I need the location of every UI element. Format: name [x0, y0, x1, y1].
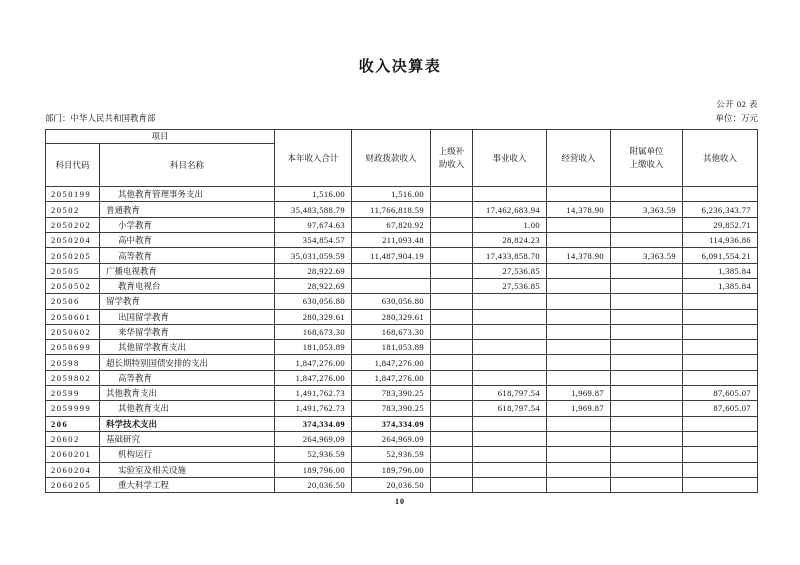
- table-row: [46, 386, 758, 401]
- value-cell: [611, 294, 683, 309]
- subject-name-cell: 机构运行: [100, 447, 275, 462]
- value-cell: [431, 233, 473, 248]
- value-cell: 1.00: [473, 217, 547, 232]
- subject-code-cell: 2050202: [46, 217, 100, 232]
- subject-name-cell: 教育电视台: [100, 278, 275, 293]
- subject-code-cell: 20598: [46, 355, 100, 370]
- header-col-total-income: 本年收入合计: [275, 130, 352, 187]
- value-cell: 28,922.69: [275, 278, 352, 293]
- subject-code-cell: 20502: [46, 202, 100, 217]
- value-cell: 1,385.84: [683, 263, 758, 278]
- table-row: [46, 416, 758, 431]
- value-cell: [611, 477, 683, 492]
- subject-name-cell: 高中教育: [100, 233, 275, 248]
- value-cell: [683, 370, 758, 385]
- header-col-superior-subsidy: [431, 130, 473, 187]
- value-cell: 14,378.90: [547, 248, 611, 263]
- value-cell: [431, 401, 473, 416]
- value-cell: [547, 187, 611, 202]
- value-cell: [611, 278, 683, 293]
- value-cell: 28,922.69: [275, 263, 352, 278]
- value-cell: 181,053.89: [275, 340, 352, 355]
- value-cell: [473, 462, 547, 477]
- value-cell: [547, 462, 611, 477]
- table-row: [46, 431, 758, 446]
- table-row: [46, 355, 758, 370]
- value-cell: [431, 309, 473, 324]
- value-cell: [473, 477, 547, 492]
- subject-name-cell: 重大科学工程: [100, 477, 275, 492]
- value-cell: [547, 370, 611, 385]
- value-cell: 354,854.57: [275, 233, 352, 248]
- value-cell: 1,969.87: [547, 386, 611, 401]
- subject-code-cell: 2059999: [46, 401, 100, 416]
- value-cell: 6,091,554.21: [683, 248, 758, 263]
- value-cell: 618,797.54: [473, 386, 547, 401]
- value-cell: [611, 370, 683, 385]
- subject-code-cell: 2059802: [46, 370, 100, 385]
- value-cell: [611, 309, 683, 324]
- subject-code-cell: 2050699: [46, 340, 100, 355]
- value-cell: [683, 294, 758, 309]
- value-cell: 114,936.86: [683, 233, 758, 248]
- header-line: 上级补: [438, 145, 465, 156]
- subject-code-cell: 2050601: [46, 309, 100, 324]
- value-cell: 783,390.25: [352, 386, 431, 401]
- value-cell: 1,847,276.00: [352, 355, 431, 370]
- value-cell: 1,385.84: [683, 278, 758, 293]
- value-cell: [473, 431, 547, 446]
- value-cell: [611, 217, 683, 232]
- table-row: [46, 217, 758, 232]
- value-cell: 1,491,762.73: [275, 401, 352, 416]
- table-code-label: 公开 02 表: [716, 99, 758, 109]
- subject-code-cell: 20505: [46, 263, 100, 278]
- value-cell: [611, 355, 683, 370]
- value-cell: [352, 278, 431, 293]
- value-cell: 280,329.61: [352, 309, 431, 324]
- value-cell: [611, 263, 683, 278]
- value-cell: [473, 187, 547, 202]
- header-subject-name: 科目名称: [100, 144, 275, 187]
- value-cell: 87,605.07: [683, 401, 758, 416]
- value-cell: 1,847,276.00: [275, 370, 352, 385]
- table-row: [46, 248, 758, 263]
- value-cell: [547, 416, 611, 431]
- value-cell: 35,483,588.79: [275, 202, 352, 217]
- value-cell: 264,969.09: [275, 431, 352, 446]
- header-row-1: [46, 130, 758, 144]
- value-cell: [431, 416, 473, 431]
- header-col-fiscal-appropriation: 财政拨款收入: [352, 130, 431, 187]
- value-cell: [547, 355, 611, 370]
- subject-name-cell: 实验室及相关设施: [100, 462, 275, 477]
- value-cell: 280,329.61: [275, 309, 352, 324]
- value-cell: [431, 355, 473, 370]
- unit-label: 单位：万元: [715, 113, 758, 123]
- subject-code-cell: 2060201: [46, 447, 100, 462]
- table-row: [46, 202, 758, 217]
- value-cell: [611, 431, 683, 446]
- table-row: [46, 233, 758, 248]
- value-cell: [547, 447, 611, 462]
- value-cell: 67,820.92: [352, 217, 431, 232]
- subject-name-cell: 来华留学教育: [100, 324, 275, 339]
- value-cell: 264,969.09: [352, 431, 431, 446]
- value-cell: 374,334.09: [275, 416, 352, 431]
- header-col-other-income: 其他收入: [683, 130, 758, 187]
- value-cell: [683, 447, 758, 462]
- subject-name-cell: 广播电视教育: [100, 263, 275, 278]
- value-cell: [431, 462, 473, 477]
- value-cell: 783,390.25: [352, 401, 431, 416]
- value-cell: 181,053.89: [352, 340, 431, 355]
- value-cell: [611, 340, 683, 355]
- table-row: [46, 370, 758, 385]
- value-cell: 3,363.59: [611, 202, 683, 217]
- value-cell: [611, 462, 683, 477]
- subject-code-cell: 2050205: [46, 248, 100, 263]
- value-cell: 168,673.30: [275, 324, 352, 339]
- value-cell: [547, 340, 611, 355]
- subject-name-cell: 小学教育: [100, 217, 275, 232]
- table-row: [46, 294, 758, 309]
- value-cell: 87,605.07: [683, 386, 758, 401]
- value-cell: [431, 477, 473, 492]
- value-cell: 630,056.80: [352, 294, 431, 309]
- table-row: [46, 462, 758, 477]
- value-cell: [431, 187, 473, 202]
- value-cell: 189,796.00: [275, 462, 352, 477]
- value-cell: 20,036.50: [352, 477, 431, 492]
- value-cell: 17,462,683.94: [473, 202, 547, 217]
- header-col-business-income: 事业收入: [473, 130, 547, 187]
- income-final-accounts-table: [45, 129, 758, 493]
- value-cell: [547, 278, 611, 293]
- table-row: [46, 340, 758, 355]
- value-cell: [611, 401, 683, 416]
- value-cell: [611, 447, 683, 462]
- subject-name-cell: 基础研究: [100, 431, 275, 446]
- value-cell: [547, 431, 611, 446]
- value-cell: [473, 309, 547, 324]
- subject-name-cell: 其他教育支出: [100, 386, 275, 401]
- page-number: 10: [395, 497, 405, 506]
- header-col-operating-income: 经营收入: [547, 130, 611, 187]
- subject-code-cell: 2050502: [46, 278, 100, 293]
- subject-code-cell: 20599: [46, 386, 100, 401]
- subject-code-cell: 206: [46, 416, 100, 431]
- subject-code-cell: 2060205: [46, 477, 100, 492]
- subject-name-cell: 其他教育支出: [100, 401, 275, 416]
- table-row: [46, 324, 758, 339]
- table-row: [46, 278, 758, 293]
- value-cell: 189,796.00: [352, 462, 431, 477]
- subject-name-cell: 高等教育: [100, 248, 275, 263]
- value-cell: 17,433,858.70: [473, 248, 547, 263]
- value-cell: 1,516.00: [275, 187, 352, 202]
- value-cell: [431, 431, 473, 446]
- value-cell: 374,334.09: [352, 416, 431, 431]
- value-cell: [547, 324, 611, 339]
- table-row: [46, 309, 758, 324]
- value-cell: [431, 386, 473, 401]
- value-cell: [473, 370, 547, 385]
- value-cell: [683, 187, 758, 202]
- meta-line: [45, 112, 758, 124]
- value-cell: 211,093.48: [352, 233, 431, 248]
- value-cell: [431, 217, 473, 232]
- value-cell: [611, 233, 683, 248]
- value-cell: [473, 324, 547, 339]
- subject-name-cell: 科学技术支出: [100, 416, 275, 431]
- value-cell: 20,036.50: [275, 477, 352, 492]
- page-title: 收入决算表: [358, 59, 442, 75]
- value-cell: [547, 233, 611, 248]
- value-cell: 1,847,276.00: [352, 370, 431, 385]
- value-cell: [431, 248, 473, 263]
- value-cell: [431, 202, 473, 217]
- value-cell: [683, 355, 758, 370]
- table-row: [46, 447, 758, 462]
- table-body: [46, 187, 758, 493]
- value-cell: 97,674.63: [275, 217, 352, 232]
- subject-name-cell: 超长期特别国债安排的支出: [100, 355, 275, 370]
- header-line: 上缴收入: [629, 159, 664, 170]
- value-cell: 1,847,276.00: [275, 355, 352, 370]
- value-cell: 28,824.23: [473, 233, 547, 248]
- value-cell: 14,378.90: [547, 202, 611, 217]
- value-cell: [683, 309, 758, 324]
- value-cell: [547, 263, 611, 278]
- value-cell: [431, 447, 473, 462]
- subject-name-cell: 其他留学教育支出: [100, 340, 275, 355]
- value-cell: 168,673.30: [352, 324, 431, 339]
- table-row: [46, 187, 758, 202]
- value-cell: [683, 340, 758, 355]
- header-subject-code: 科目代码: [46, 144, 100, 187]
- value-cell: [431, 370, 473, 385]
- value-cell: 52,936.59: [352, 447, 431, 462]
- header-col-affiliated-unit-income: [611, 130, 683, 187]
- value-cell: [547, 217, 611, 232]
- value-cell: 11,487,904.19: [352, 248, 431, 263]
- value-cell: [547, 309, 611, 324]
- value-cell: [683, 416, 758, 431]
- header-item-group: 项目: [46, 130, 275, 144]
- subject-name-cell: 高等教育: [100, 370, 275, 385]
- subject-code-cell: 2060204: [46, 462, 100, 477]
- value-cell: 52,936.59: [275, 447, 352, 462]
- value-cell: [473, 355, 547, 370]
- value-cell: [683, 324, 758, 339]
- value-cell: 1,516.00: [352, 187, 431, 202]
- header-line: 附属单位: [629, 145, 664, 156]
- value-cell: 618,797.54: [473, 401, 547, 416]
- value-cell: [431, 324, 473, 339]
- subject-code-cell: 2050199: [46, 187, 100, 202]
- value-cell: [473, 340, 547, 355]
- value-cell: [473, 416, 547, 431]
- value-cell: [431, 294, 473, 309]
- value-cell: [547, 477, 611, 492]
- value-cell: 35,031,059.59: [275, 248, 352, 263]
- value-cell: [431, 263, 473, 278]
- value-cell: [611, 416, 683, 431]
- value-cell: 6,236,343.77: [683, 202, 758, 217]
- table-row: [46, 263, 758, 278]
- value-cell: 630,056.80: [275, 294, 352, 309]
- value-cell: 1,969.87: [547, 401, 611, 416]
- department-label: 部门：中华人民共和国教育部: [45, 113, 156, 123]
- value-cell: [431, 278, 473, 293]
- value-cell: [473, 294, 547, 309]
- value-cell: 1,491,762.73: [275, 386, 352, 401]
- table-row: [46, 401, 758, 416]
- value-cell: [611, 324, 683, 339]
- value-cell: 11,766,818.59: [352, 202, 431, 217]
- value-cell: [547, 294, 611, 309]
- subject-code-cell: 20506: [46, 294, 100, 309]
- value-cell: 27,536.85: [473, 278, 547, 293]
- value-cell: [683, 462, 758, 477]
- value-cell: 3,363.59: [611, 248, 683, 263]
- value-cell: [431, 340, 473, 355]
- value-cell: [473, 447, 547, 462]
- subject-name-cell: 其他教育管理事务支出: [100, 187, 275, 202]
- subject-code-cell: 2050204: [46, 233, 100, 248]
- table-row: [46, 477, 758, 492]
- value-cell: [683, 431, 758, 446]
- subject-code-cell: 2050602: [46, 324, 100, 339]
- value-cell: [611, 386, 683, 401]
- subject-name-cell: 普通教育: [100, 202, 275, 217]
- value-cell: [611, 187, 683, 202]
- value-cell: [352, 263, 431, 278]
- header-line: 助收入: [438, 159, 465, 170]
- value-cell: [683, 477, 758, 492]
- subject-code-cell: 20602: [46, 431, 100, 446]
- subject-name-cell: 留学教育: [100, 294, 275, 309]
- value-cell: 29,852.71: [683, 217, 758, 232]
- value-cell: 27,536.85: [473, 263, 547, 278]
- subject-name-cell: 出国留学教育: [100, 309, 275, 324]
